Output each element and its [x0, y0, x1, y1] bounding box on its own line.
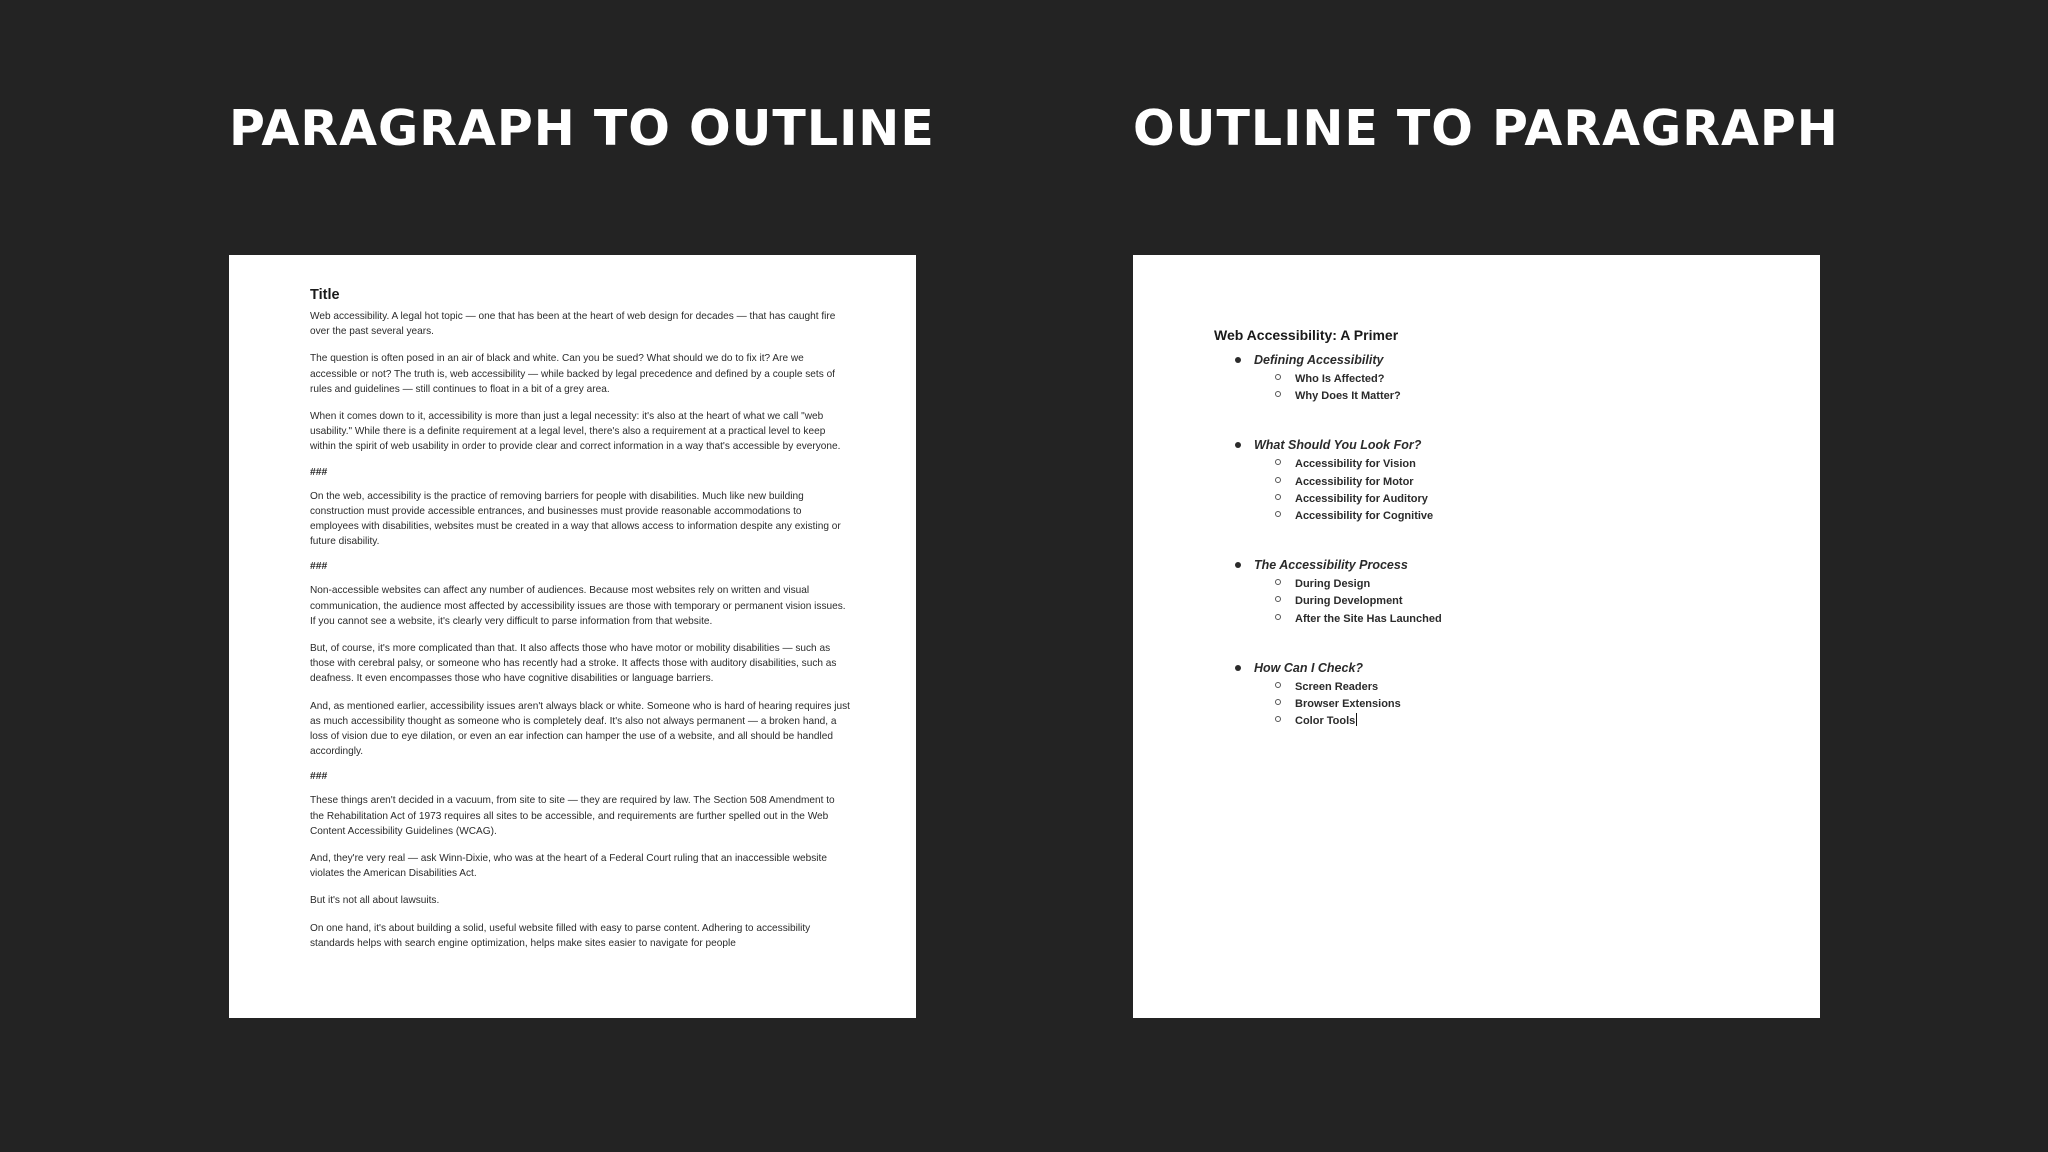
- outline-subitem-label: Accessibility for Motor: [1295, 475, 1414, 488]
- outline-subitem: [1214, 506, 1774, 523]
- outline-item: [1214, 351, 1774, 369]
- hollow-bullet-icon: [1275, 511, 1281, 517]
- hollow-bullet-icon: [1275, 596, 1281, 602]
- outline-item-label: How Can I Check?: [1254, 660, 1364, 675]
- outline-subitem: [1214, 711, 1774, 728]
- document-body: [310, 287, 850, 963]
- heading-outline-to-paragraph: OUTLINE TO PARAGRAPH: [1133, 100, 1839, 157]
- bullet-icon: [1235, 562, 1241, 568]
- paragraph: And, they're very real — ask Winn-Dixie, who was at the heart of a Federal Court ruling that an inaccessible website violates the American Disabilities Act.: [310, 853, 827, 880]
- outline-title: Web Accessibility: A Primer: [1214, 327, 1399, 343]
- outline-subitem-label: Who Is Affected?: [1295, 373, 1385, 385]
- outline-subitem-label: Color Tools: [1295, 715, 1356, 728]
- document-title: Title: [310, 287, 340, 303]
- hollow-bullet-icon: [1275, 614, 1281, 620]
- outline-subitem-label: During Design: [1295, 578, 1371, 591]
- hollow-bullet-icon: [1275, 391, 1281, 397]
- hollow-bullet-icon: [1275, 579, 1281, 585]
- hollow-bullet-icon: [1275, 699, 1281, 705]
- outline-item: [1214, 659, 1774, 677]
- outline-subitem-label: During Development: [1295, 595, 1403, 608]
- outline-subitem-label: After the Site Has Launched: [1295, 612, 1442, 625]
- outline-subitem: [1214, 472, 1774, 489]
- bullet-icon: [1235, 442, 1241, 448]
- paragraph: Web accessibility. A legal hot topic — one that has been at the heart of web design for decades — that has caught fire over the past several years.: [310, 311, 836, 338]
- outline-item: [1214, 556, 1774, 574]
- paragraph: When it comes down to it, accessibility is more than just a legal necessity: it's also at the heart of what we call "web usability." While there is a definite requirement at a legal level, there's also a requirement at a practical level to keep within the spirit of web usability in order to provide clear and correct information in a way that's accessible by everyone.: [310, 411, 841, 453]
- outline-subitem-label: Browser Extensions: [1295, 697, 1401, 710]
- bullet-icon: [1235, 357, 1241, 363]
- paragraph: The question is often posed in an air of black and white. Can you be sued? What should we do to fix it? Are we accessible or not? The truth is, web accessibility — while backed by legal precedence and defined by a couple sets of rules and guidelines — still continues to float in a bit of a grey area.: [310, 353, 835, 395]
- outline-document-page: [1133, 255, 1820, 1018]
- hollow-bullet-icon: [1275, 459, 1281, 465]
- paragraph-document-page: [229, 255, 916, 1018]
- hollow-bullet-icon: [1275, 682, 1281, 688]
- outline-subitem: [1214, 677, 1774, 694]
- paragraph: On the web, accessibility is the practice of removing barriers for people with disabilities. Much like new building construction must provide accessible entrances, and businesses must provide reasonable accommodations to employees with disabilities, websites must be created in a way that allows access to information despite any existing or future disability.: [310, 490, 841, 548]
- hollow-bullet-icon: [1275, 374, 1281, 380]
- outline-subitem-label: Accessibility for Cognitive: [1295, 509, 1434, 522]
- outline-item: [1214, 436, 1774, 454]
- outline-subitem: [1214, 574, 1774, 591]
- outline-subitem-label: Why Does It Matter?: [1295, 390, 1401, 403]
- outline-subitem-label: Accessibility for Vision: [1295, 458, 1416, 471]
- outline-section: [1214, 351, 1774, 403]
- outline-subitem: [1214, 369, 1774, 386]
- paragraph: On one hand, it's about building a solid, useful website filled with easy to parse content. Adhering to accessibility standards helps with search engine optimization, helps make sites easier to navigate for people: [310, 922, 811, 949]
- paragraph: But, of course, it's more complicated than that. It also affects those who have motor or mobility disabilities — such as those with cerebral palsy, or someone who has recently had a stroke. It affects those with auditory disabilities, such as deafness. It even encompasses those who have cognitive disabilities or language barriers.: [310, 643, 837, 685]
- outline-subitem: [1214, 609, 1774, 626]
- outline-item-label: The Accessibility Process: [1254, 558, 1408, 573]
- section-separator: ###: [310, 561, 328, 573]
- heading-paragraph-to-outline: PARAGRAPH TO OUTLINE: [229, 100, 935, 157]
- outline-item-label: What Should You Look For?: [1254, 438, 1422, 453]
- text-cursor: [1356, 713, 1357, 726]
- outline-subitem: [1214, 591, 1774, 608]
- outline-section: [1214, 659, 1774, 729]
- paragraph: And, as mentioned earlier, accessibility issues aren't always black or white. Someone who is hard of hearing requires just as much accessibility thought as someone who is completely deaf. It's also not always permanent — a broken hand, a loss of vision due to eye dilation, or even an ear infection can hamper the use of a website, and all should be handled accordingly.: [310, 700, 850, 758]
- paragraph: Non-accessible websites can affect any number of audiences. Because most websites rely on written and visual communication, the audience most affected by accessibility issues are those with temporary or permanent vision issues. If you cannot see a website, it's clearly very difficult to parse information from that website.: [310, 585, 846, 627]
- outline-subitem: [1214, 454, 1774, 471]
- section-separator: ###: [310, 466, 328, 478]
- outline-subitem-label: Accessibility for Auditory: [1295, 492, 1428, 505]
- outline-section: [1214, 436, 1774, 523]
- outline-section: [1214, 556, 1774, 626]
- hollow-bullet-icon: [1275, 716, 1281, 722]
- outline-subitem: [1214, 489, 1774, 506]
- bullet-icon: [1235, 665, 1241, 671]
- hollow-bullet-icon: [1275, 494, 1281, 500]
- paragraph: These things aren't decided in a vacuum, from site to site — they are required by law. The Section 508 Amendment to the Rehabilitation Act of 1973 requires all sites to be accessible, and requirements are further spelled out in the Web Content Accessibility Guidelines (WCAG).: [310, 795, 835, 837]
- outline-subitem-label: Screen Readers: [1295, 680, 1379, 693]
- outline-item-label: Defining Accessibility: [1254, 353, 1384, 367]
- outline-subitem: [1214, 386, 1774, 403]
- paragraph: But it's not all about lawsuits.: [310, 895, 440, 907]
- hollow-bullet-icon: [1275, 477, 1281, 483]
- outline-body: [1214, 327, 1774, 761]
- outline-subitem: [1214, 694, 1774, 711]
- section-separator: ###: [310, 771, 328, 783]
